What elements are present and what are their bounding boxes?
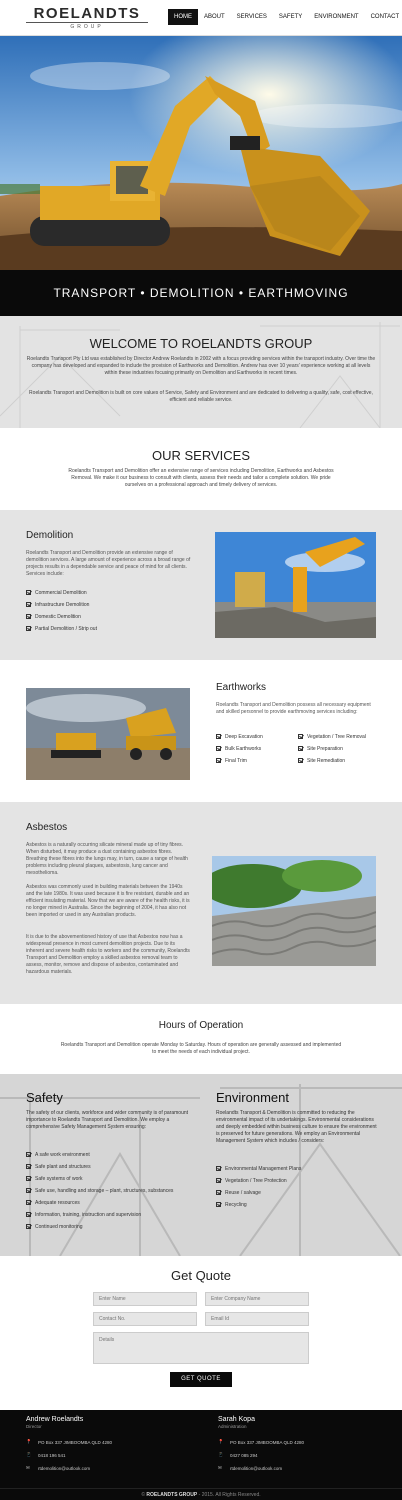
tagline: TRANSPORT • DEMOLITION • EARTHMOVING xyxy=(0,270,402,316)
welcome-paragraph-2: Roelandts Transport and Demolition is built on core values of Service, Safety and Environment and are dedicated to delivering a quality, safe, cost effective, efficient and reliable service. xyxy=(29,390,373,403)
list-item-label: Vegetation / Tree Protection xyxy=(225,1178,287,1184)
demolition-title: Demolition xyxy=(26,530,74,541)
welcome-paragraph-1: Roelandts Transport Pty Ltd was established by Director Andrew Roelandts in 2002 with a focus providing services within the transport industry. Over time the company has developed and expanded to include the provision of Earthworks and Demolition. Andrew has over 10 years' experience working at all levels within these industries focusing primarily on Demolition and Earthworks in recent times. xyxy=(26,356,376,376)
list-item xyxy=(298,746,388,758)
environment-title: Environment xyxy=(216,1090,289,1105)
copyright xyxy=(0,1488,402,1498)
list-item-label: Infrastructure Demolition xyxy=(35,602,90,608)
asbestos-paragraph-2: Asbestos was commonly used in building materials between the 1940s and the late 1980s. It was used because it is fire resistant, durable and an efficient insulating material. Now that we are aware of the health risks, it is no longer mined in Australia. Since the beginning of 2004, it has also not been imported or used in any Australian products. xyxy=(26,884,190,918)
name-input[interactable] xyxy=(93,1292,197,1306)
list-item-label: Domestic Demolition xyxy=(35,614,81,620)
phone-text: 0427 085 294 xyxy=(230,1453,258,1458)
check-icon xyxy=(216,758,221,763)
nav-services[interactable]: SERVICES xyxy=(236,14,267,20)
logo-main: ROELANDTS xyxy=(33,5,141,22)
list-item xyxy=(26,1200,206,1212)
nav-environment[interactable]: ENVIRONMENT xyxy=(314,14,359,20)
list-item xyxy=(26,1164,206,1176)
check-icon xyxy=(216,1190,221,1195)
check-icon xyxy=(216,1178,221,1183)
check-icon xyxy=(298,746,303,751)
map-pin-icon: 📍 xyxy=(218,1439,224,1444)
services-section xyxy=(0,428,402,510)
phone-icon: 📱 xyxy=(218,1452,224,1457)
earthworks-section xyxy=(0,660,402,802)
safety-list xyxy=(26,1152,206,1236)
nav-about[interactable]: ABOUT xyxy=(204,14,225,20)
footer-address-row xyxy=(218,1440,304,1445)
list-item xyxy=(26,1212,206,1224)
list-item-label: Commercial Demolition xyxy=(35,590,87,596)
footer-email-row[interactable] xyxy=(218,1466,282,1471)
footer-phone-row[interactable] xyxy=(26,1453,66,1458)
list-item xyxy=(26,1188,206,1200)
earthworks-photo xyxy=(26,688,190,780)
check-icon xyxy=(26,590,31,595)
safety-text: The safety of our clients, workforce and wider community is of paramount importance to Roelandts Transport and Demolition. We employ a comprehensive Safety Management System ensuring: xyxy=(26,1110,189,1130)
welcome-section xyxy=(0,316,402,428)
earthworks-list-left xyxy=(216,734,296,770)
list-item xyxy=(298,734,388,746)
email-input[interactable] xyxy=(205,1312,309,1326)
list-item xyxy=(216,1178,376,1190)
footer-email-row[interactable] xyxy=(26,1466,90,1471)
mail-icon: ✉ xyxy=(218,1465,222,1470)
address-text: PO Box 337 JIMBOOMBA QLD 4280 xyxy=(38,1440,113,1445)
list-item-label: Recycling xyxy=(225,1202,247,1208)
list-item-label: Vegetation / Tree Removal xyxy=(307,734,366,740)
list-item xyxy=(26,1176,206,1188)
copyright-brand: ROELANDTS GROUP xyxy=(146,1492,198,1498)
hero-image-excavator xyxy=(0,36,402,270)
asbestos-paragraph-1: Asbestos is a naturally occurring silicate mineral made up of tiny fibres. When disturbed, it may produce a dust containing asbestos fibres. Breathing these fibres into the lungs may, in turn, cause a range of health problems including pleural plaques, asbestosis, lung cancer and mesothelioma. xyxy=(26,842,188,876)
list-item-label: Partial Demolition / Strip out xyxy=(35,626,97,632)
contact-name: Sarah Kopa xyxy=(218,1416,255,1423)
check-icon xyxy=(298,758,303,763)
list-item xyxy=(216,746,296,758)
check-icon xyxy=(216,734,221,739)
check-icon xyxy=(26,602,31,607)
demolition-photo xyxy=(215,532,376,638)
main-nav xyxy=(168,9,402,25)
list-item-label: Safe plant and structures xyxy=(35,1164,91,1170)
hours-text: Roelandts Transport and Demolition operate Monday to Saturday. Hours of operation are generally assessed and implemented to meet the needs of each individual project. xyxy=(60,1042,342,1055)
list-item-label: Safe systems of work xyxy=(35,1176,83,1182)
nav-contact[interactable]: CONTACT xyxy=(370,14,400,20)
get-quote-button[interactable]: GET QUOTE xyxy=(170,1372,232,1387)
list-item xyxy=(216,734,296,746)
asbestos-title: Asbestos xyxy=(26,822,68,833)
address-text: PO Box 337 JIMBOOMBA QLD 4280 xyxy=(230,1440,305,1445)
list-item-label: Reuse / salvage xyxy=(225,1190,261,1196)
site-footer xyxy=(0,1410,402,1500)
environment-text: Roelandts Transport & Demolition is committed to reducing the environmental impact of its undertakings. Environmental considerations and deeply embedded within business culture to ensure the environment is preserved for future generations. We employ an Environmental Management System which includes / considers: xyxy=(216,1110,377,1144)
footer-contact-sarah xyxy=(218,1416,255,1429)
check-icon xyxy=(26,1200,31,1205)
list-item-label: Bulk Earthworks xyxy=(225,746,262,752)
list-item xyxy=(26,626,196,638)
asbestos-paragraph-3: It is due to the abovementioned history of use that Asbestos now has a widespread presence in most current demolition projects. Due to its inherent and severe health risks to workers and the community, Roelandts Transport and Demolition employ a skilled asbestos removal team to assess, monitor, remove and dispose of asbestos, contaminated and hazardous materials. xyxy=(26,934,190,975)
footer-phone-row[interactable] xyxy=(218,1453,258,1458)
contact-role: Administration xyxy=(218,1424,247,1429)
earthworks-list-right xyxy=(298,734,388,770)
email-text: rtdemolition@outlook.com xyxy=(230,1466,283,1471)
list-item xyxy=(216,1166,376,1178)
phone-text: 0418 196 541 xyxy=(38,1453,66,1458)
demolition-section xyxy=(0,510,402,660)
list-item xyxy=(216,1190,376,1202)
list-item xyxy=(216,1202,376,1214)
list-item-label: Environmental Management Plans xyxy=(225,1166,302,1172)
check-icon xyxy=(26,614,31,619)
check-icon xyxy=(26,1164,31,1169)
check-icon xyxy=(26,1212,31,1217)
check-icon xyxy=(26,1188,31,1193)
list-item-label: A safe work environment xyxy=(35,1152,90,1158)
asbestos-photo xyxy=(212,856,376,966)
list-item xyxy=(26,602,196,614)
environment-list xyxy=(216,1166,376,1214)
site-logo[interactable] xyxy=(26,6,148,30)
footer-contact-andrew xyxy=(26,1416,83,1429)
check-icon xyxy=(216,1202,221,1207)
list-item xyxy=(298,758,388,770)
hours-title: Hours of Operation xyxy=(158,1020,244,1031)
earthworks-text: Roelandts Transport and Demolition possess all necessary equipment and skilled personnel to provide earthmoving services including: xyxy=(216,702,371,715)
map-pin-icon: 📍 xyxy=(26,1439,32,1444)
quote-section xyxy=(0,1256,402,1410)
copyright-symbol: © xyxy=(141,1492,146,1498)
quote-title: Get Quote xyxy=(171,1268,231,1283)
list-item xyxy=(26,1224,206,1236)
list-item-label: Continued monitoring xyxy=(35,1224,83,1230)
email-text: rtdemolition@outlook.com xyxy=(38,1466,91,1471)
logo-sub: GROUP xyxy=(26,22,148,30)
copyright-text: - 2015. All Rights Reserved. xyxy=(198,1492,261,1498)
phone-icon: 📱 xyxy=(26,1452,32,1457)
services-text: Roelandts Transport and Demolition offer an extensive range of services including Demolition, Earthworks and Asbestos Removal. We make it our business to consult with clients, assess their needs and tailor a complete solution. We pride ourselves on a professional approach and timely delivery of services. xyxy=(68,468,334,488)
safety-environment-section xyxy=(0,1074,402,1256)
site-header xyxy=(0,0,402,36)
asbestos-section xyxy=(0,802,402,1004)
list-item xyxy=(26,614,196,626)
list-item-label: Information, training, instruction and supervision xyxy=(35,1212,142,1218)
safety-title: Safety xyxy=(26,1090,63,1105)
contact-input[interactable] xyxy=(93,1312,197,1326)
mail-icon: ✉ xyxy=(26,1465,30,1470)
contact-role: Director xyxy=(26,1424,42,1429)
hours-section xyxy=(0,1004,402,1074)
contact-name: Andrew Roelandts xyxy=(26,1416,84,1423)
list-item xyxy=(26,590,196,602)
check-icon xyxy=(216,746,221,751)
check-icon xyxy=(26,1224,31,1229)
services-title: OUR SERVICES xyxy=(151,448,250,463)
list-item-label: Final Trim xyxy=(225,758,247,764)
demolition-text: Roelandts Transport and Demolition provide an extensive range of demolition services. A large amount of experience across a broad range of projects results in a dependable service and peace of mind for all clients. Services include: xyxy=(26,550,191,577)
check-icon xyxy=(298,734,303,739)
check-icon xyxy=(26,1152,31,1157)
check-icon xyxy=(26,1176,31,1181)
nav-safety[interactable]: SAFETY xyxy=(278,14,303,20)
earthworks-title: Earthworks xyxy=(216,682,267,693)
list-item-label: Safe use, handling and storage – plant, structures, substances xyxy=(35,1188,174,1194)
nav-home[interactable]: HOME xyxy=(168,9,198,25)
check-icon xyxy=(216,1166,221,1171)
welcome-title: WELCOME TO ROELANDTS GROUP xyxy=(89,336,313,351)
list-item-label: Deep Excavation xyxy=(225,734,263,740)
list-item xyxy=(216,758,296,770)
company-input[interactable] xyxy=(205,1292,309,1306)
footer-address-row xyxy=(26,1440,112,1445)
demolition-list xyxy=(26,590,196,638)
check-icon xyxy=(26,626,31,631)
list-item-label: Adequate resources xyxy=(35,1200,80,1206)
list-item xyxy=(26,1152,206,1164)
list-item-label: Site Preparation xyxy=(307,746,343,752)
details-textarea[interactable] xyxy=(93,1332,309,1364)
list-item-label: Site Remediation xyxy=(307,758,346,764)
